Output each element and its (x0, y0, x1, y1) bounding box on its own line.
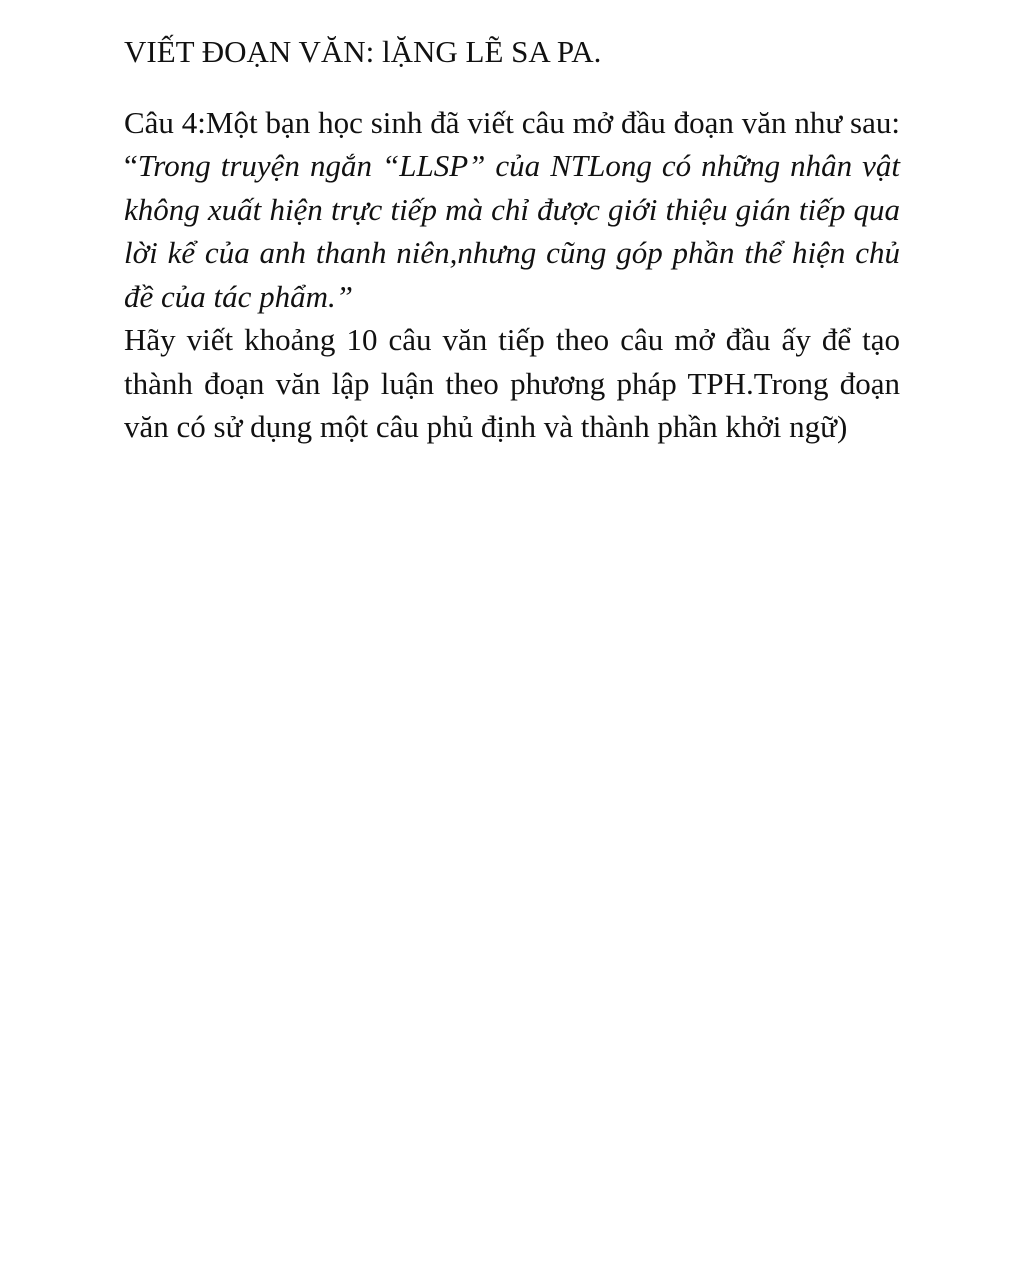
quoted-opening-sentence: Trong truyện ngắn “LLSP” của NTLong có những nhân vật không xuất hiện trực tiếp mà chỉ được giới thiệu gián tiếp qua lời kể của anh thanh niên,nhưng cũng góp phần thể hiện chủ đề của tác phẩm.” (124, 148, 900, 314)
question-paragraph (124, 101, 900, 319)
question-intro: Câu 4:Một bạn học sinh đã viết câu mở đầu đoạn văn như sau: “ (124, 104, 900, 183)
document-title: VIẾT ĐOẠN VĂN: lẶNG LẼ SA PA. (124, 34, 602, 69)
document-page (124, 30, 900, 449)
task-paragraph: Hãy viết khoảng 10 câu văn tiếp theo câu mở đầu ấy để tạo thành đoạn văn lập luận theo phương pháp TPH.Trong đoạn văn có sử dụng một câu phủ định và thành phần khởi ngữ) (124, 322, 900, 444)
